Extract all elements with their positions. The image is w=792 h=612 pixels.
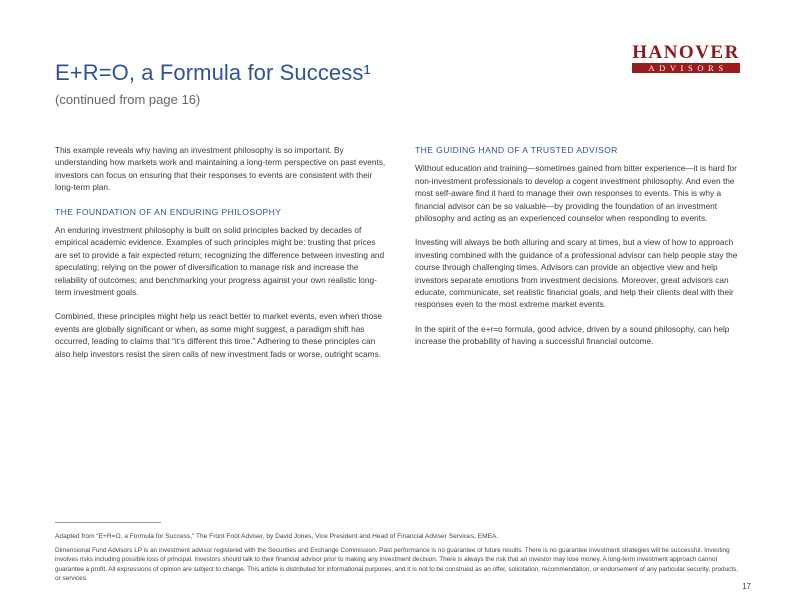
foundation-paragraph-1: An enduring investment philosophy is built on solid principles backed by decades of empirical academic evidence. Examples of such principles might be: trusting that prices are set to provide a fair expected return; recognizing the difference between investing and speculating; relying on the power of diversification to manage risk and increase the reliability of outcomes; and benchmarking your progress against your own realistic long-term investment goals. [55, 225, 385, 298]
footnote: Adapted from “E+R=O, a Formula for Success,” The Front Foot Adviser, by David Jones, Vice President and Head of Financial Adviser Services, EMEA. [55, 533, 499, 540]
section-heading-advisor: THE GUIDING HAND OF A TRUSTED ADVISOR [415, 145, 618, 155]
advisor-paragraph-3: In the spirit of the e+r=o formula, good advice, driven by a sound philosophy, can help increase the probability of having a successful financial outcome. [415, 323, 730, 347]
logo-name: HANOVER [632, 42, 740, 63]
left-column [55, 144, 389, 372]
page-number: 17 [742, 582, 751, 591]
foundation-paragraph-2: Combined, these principles might help us react better to market events, even when those events are globally significant or when, as some might suggest, a paradigm shift has occurred, leading to claims that “it’s different this time.” Adhering to these principles can also help investors resist the siren calls of new investment fads or worse, outright scams. [55, 311, 382, 359]
section-heading-foundation: THE FOUNDATION OF AN ENDURING PHILOSOPHY [55, 206, 282, 217]
page-title: E+R=O, a Formula for Success¹ [55, 60, 371, 85]
disclaimer: Dimensional Fund Advisors LP is an investment advisor registered with the Securities and Exchange Commission. Past performance is no guarantee of future results. There is no guarantee investment strategies will be successful. Investing involves risks including possible loss of principal. Investors should talk to their financial advisor prior to making any investment decision. There is always the risk that an investor may lose money. A long-term investment approach cannot guarantee a profit. All expressions of opinion are subject to change. This article is distributed for informational purposes, and it is not to be construed as an offer, solicitation, recommendation, or endorsement of any particular security, products, or services. [55, 547, 739, 582]
footnote-divider [55, 522, 161, 523]
intro-paragraph: This example reveals why having an investment philosophy is so important. By understanding how markets work and maintaining a long-term perspective on past events, investors can focus on ensuring that their responses to events are consistent with their long-term plan. [55, 145, 386, 193]
logo-tagline: ADVISORS [632, 63, 740, 73]
hanover-advisors-logo [632, 42, 740, 73]
advisor-paragraph-1: Without education and training—sometimes gained from bitter experience—it is hard for non-investment professionals to develop a cogent investment philosophy. And even the most self-aware find it hard to manage their own responses to events. This is why a financial advisor can be so valuable—by providing the foundation of an investment philosophy and acting as an experienced counselor when responding to events. [415, 163, 737, 224]
right-column [415, 144, 751, 360]
page-subtitle: (continued from page 16) [55, 92, 201, 107]
advisor-paragraph-2: Investing will always be both alluring and scary at times, but a view of how to approach investing combined with the guidance of a professional advisor can help people stay the course through challenging times. Advisors can provide an objective view and help investors separate emotions from investment decisions. Moreover, great advisors can educate, communicate, set realistic financial goals, and help their clients deal with their responses even to the most extreme market events. [415, 237, 738, 310]
